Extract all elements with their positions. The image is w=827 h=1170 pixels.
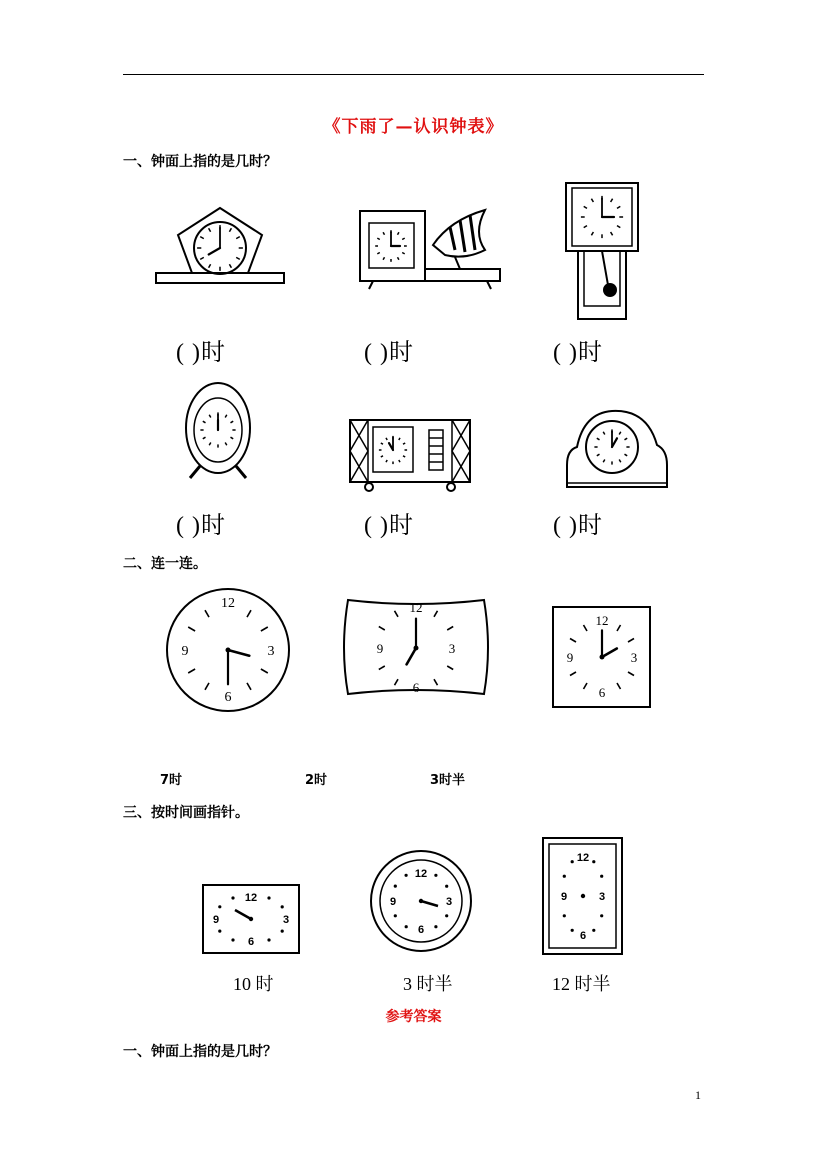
clock-numeral: 6: [579, 930, 587, 942]
hour-tick: [398, 232, 399, 235]
section1-heading: 一、钟面上指的是几时？: [123, 154, 277, 170]
clock-numeral: 9: [181, 644, 189, 659]
hour-tick: [611, 199, 613, 202]
answer-key-heading: 参考答案: [385, 1009, 442, 1025]
hour-tick: [447, 666, 453, 670]
hour-tick: [231, 437, 234, 439]
hour-tick: [381, 443, 383, 444]
hour-tick: [617, 226, 620, 228]
hour-tick: [209, 443, 211, 446]
hour-hand: [407, 648, 416, 664]
clock-numeral: 12: [414, 868, 428, 880]
hour-tick: [403, 456, 405, 457]
hour-tick: [200, 237, 204, 239]
hour-dot: [394, 885, 397, 888]
oval-alarm-clock-illustration: [180, 378, 260, 483]
hour-hand: [209, 248, 220, 255]
hour-tick: [236, 237, 240, 239]
hour-tick: [188, 669, 195, 673]
hour-tick: [625, 454, 628, 456]
clock-numeral: 9: [566, 650, 574, 665]
clock-numeral: 3: [448, 641, 456, 656]
hour-dot: [218, 930, 221, 933]
hour-tick: [236, 257, 240, 259]
hour-tick: [225, 415, 227, 418]
clock-numeral: 3: [445, 896, 453, 908]
dome-mantel-clock-illustration: [562, 405, 672, 495]
clock-center: [414, 646, 419, 651]
hour-tick: [402, 238, 405, 239]
hour-tick: [402, 253, 405, 254]
hour-tick: [403, 443, 405, 444]
hour-tick: [597, 438, 600, 440]
hour-tick: [209, 264, 211, 268]
match-label-2[interactable]: 2时: [305, 773, 328, 788]
page-number: 1: [695, 1088, 701, 1102]
hour-dot: [405, 925, 408, 928]
hour-tick: [591, 232, 593, 235]
hour-tick: [447, 627, 453, 631]
hour-tick: [617, 625, 621, 631]
hour-tick: [200, 257, 204, 259]
draw-clock-rect-illustration: [200, 882, 302, 956]
clock-numeral: 12: [409, 600, 423, 615]
hour-tick: [209, 415, 211, 418]
round-clock-illustration: [163, 586, 293, 714]
hour-dot: [281, 905, 284, 908]
clock-numeral: 6: [598, 685, 606, 700]
hour-tick: [383, 257, 384, 260]
hour-tick: [383, 232, 384, 235]
hour-dot: [592, 929, 595, 932]
clock-numeral: 12: [595, 613, 609, 628]
square-clock-with-fish-illustration: [355, 205, 505, 295]
hour-tick: [619, 432, 621, 435]
hour-tick: [603, 432, 605, 435]
hour-dot: [394, 914, 397, 917]
hour-tick: [399, 460, 400, 462]
hour-dot: [231, 938, 234, 941]
hour-tick: [225, 443, 227, 446]
clock-numeral: 9: [212, 914, 220, 926]
hour-dot: [563, 875, 566, 878]
draw-label-12-30: 12 时半: [552, 974, 611, 994]
hour-dot: [405, 874, 408, 877]
clock-numeral: 9: [389, 896, 397, 908]
hour-tick: [584, 683, 588, 689]
hour-dot: [281, 930, 284, 933]
hour-tick: [584, 625, 588, 631]
draw-label-3-30: 3 时半: [403, 974, 453, 994]
clock-center: [600, 655, 605, 660]
clock-numeral: 12: [576, 852, 590, 864]
hour-tick: [628, 639, 634, 643]
hour-tick: [209, 228, 211, 232]
hour-tick: [203, 421, 206, 423]
hour-dot: [434, 925, 437, 928]
hour-tick: [395, 679, 399, 685]
hour-tick: [379, 666, 385, 670]
section1-answer-blank[interactable]: ( )时: [176, 513, 226, 539]
hour-tick: [628, 672, 634, 676]
hour-dot: [600, 914, 603, 917]
worksheet-title: 《下雨了—认识钟表》: [323, 117, 504, 137]
hour-tick: [434, 679, 438, 685]
hour-tick: [584, 226, 587, 228]
hour-tick: [399, 438, 400, 440]
section1-answer-blank[interactable]: ( )时: [364, 340, 414, 366]
hour-tick: [247, 683, 251, 690]
clock-numeral: 3: [282, 914, 290, 926]
hour-dot: [267, 938, 270, 941]
hour-tick: [203, 437, 206, 439]
clock-numeral: 12: [221, 596, 235, 611]
pentagon-mantel-clock-illustration: [150, 205, 290, 290]
clock-numeral: 6: [412, 680, 420, 695]
hour-tick: [229, 228, 231, 232]
hour-tick: [188, 627, 195, 631]
hour-dot: [571, 860, 574, 863]
hour-tick: [261, 627, 268, 631]
pendulum-wall-clock-illustration: [562, 180, 657, 325]
hour-tick: [386, 460, 387, 462]
header-rule: [123, 74, 704, 75]
section1-answer-blank[interactable]: ( )时: [553, 513, 603, 539]
draw-clock-tall-illustration: [540, 835, 626, 957]
hour-tick: [398, 257, 399, 260]
hour-hand: [228, 650, 249, 656]
hour-dot: [592, 860, 595, 863]
clock-center: [581, 894, 585, 898]
hour-dot: [563, 914, 566, 917]
draw-clock-round-illustration: [368, 848, 474, 954]
hour-tick: [205, 610, 209, 617]
hour-tick: [261, 669, 268, 673]
hour-tick: [379, 627, 385, 631]
clock-numeral: 9: [560, 891, 568, 903]
hour-tick: [570, 672, 576, 676]
section1-answer-blank[interactable]: ( )时: [364, 513, 414, 539]
clock-numeral: 9: [376, 641, 384, 656]
hour-tick: [625, 438, 628, 440]
hour-dot: [267, 896, 270, 899]
hour-tick: [229, 264, 231, 268]
hour-tick: [395, 611, 399, 617]
hour-hand: [602, 649, 617, 658]
section2-heading: 二、连一连。: [123, 556, 207, 572]
hour-dot: [445, 885, 448, 888]
hour-tick: [619, 460, 621, 463]
hour-tick: [247, 610, 251, 617]
hour-tick: [617, 206, 620, 208]
hour-tick: [597, 454, 600, 456]
clock-numeral: 6: [247, 936, 255, 948]
hour-tick: [386, 438, 387, 440]
section1-answer-blank[interactable]: ( )时: [553, 340, 603, 366]
draw-label-10: 10 时: [233, 974, 274, 994]
hour-tick: [603, 460, 605, 463]
hour-dot: [231, 896, 234, 899]
hour-tick: [617, 683, 621, 689]
hour-tick: [584, 206, 587, 208]
clock-numeral: 3: [267, 644, 275, 659]
hour-tick: [434, 611, 438, 617]
hour-tick: [377, 238, 380, 239]
match-label-3-30[interactable]: 3时半: [430, 773, 466, 788]
hour-tick: [205, 683, 209, 690]
hour-tick: [591, 199, 593, 202]
section3-heading: 三、按时间画指针。: [123, 805, 249, 821]
hour-tick: [381, 456, 383, 457]
clock-numeral: 6: [417, 924, 425, 936]
boxed-desk-clock-illustration: [345, 415, 475, 495]
hour-tick: [231, 421, 234, 423]
hour-dot: [571, 929, 574, 932]
match-label-7[interactable]: 7时: [160, 773, 183, 788]
rounded-rect-clock-illustration: [340, 594, 492, 702]
hour-tick: [570, 639, 576, 643]
answer-key-section1-heading: 一、钟面上指的是几时？: [123, 1044, 277, 1060]
section1-answer-blank[interactable]: ( )时: [176, 340, 226, 366]
clock-center: [226, 648, 231, 653]
hour-tick: [377, 253, 380, 254]
clock-numeral: 3: [630, 650, 638, 665]
hour-dot: [445, 914, 448, 917]
square-clock-illustration: [550, 604, 654, 710]
hour-dot: [218, 905, 221, 908]
hour-dot: [434, 874, 437, 877]
clock-numeral: 12: [244, 892, 258, 904]
clock-numeral: 6: [224, 690, 232, 705]
hour-dot: [600, 875, 603, 878]
clock-numeral: 3: [598, 891, 606, 903]
hour-tick: [611, 232, 613, 235]
